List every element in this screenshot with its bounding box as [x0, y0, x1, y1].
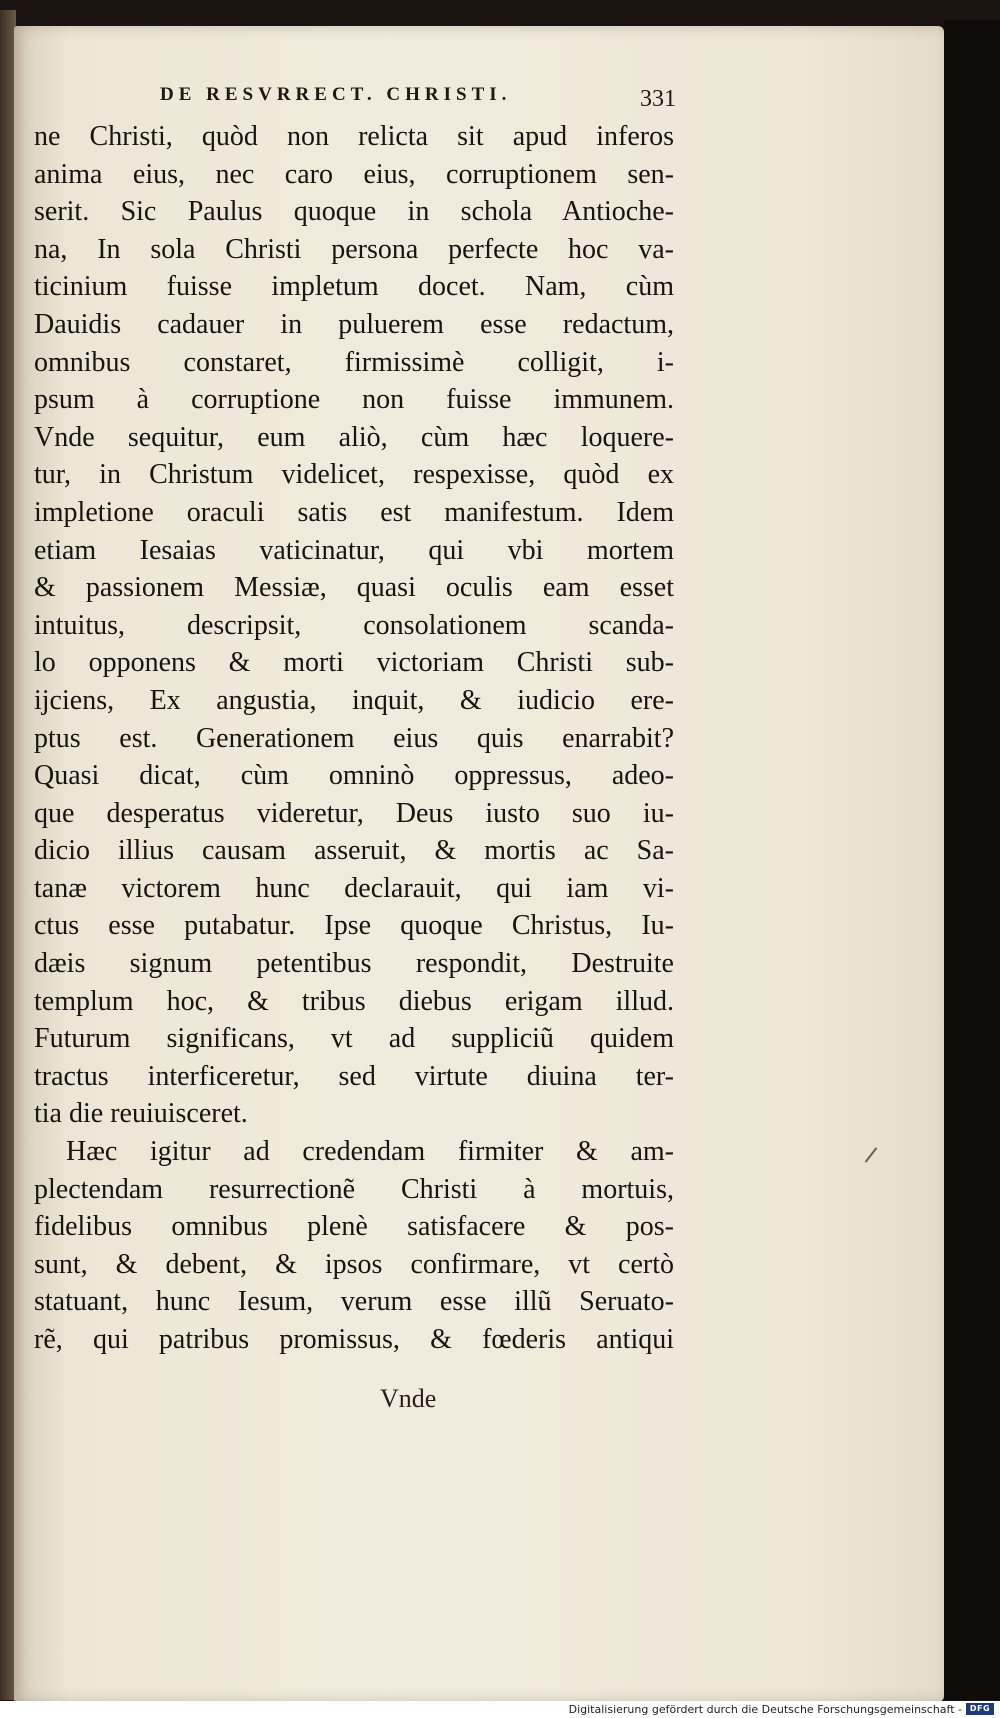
text-line: plectendam resurrectionẽ Christi à mortuis,: [34, 1173, 674, 1205]
scan-background-edge: [944, 20, 1000, 1700]
text-line: Quasi dicat, cùm omninò oppressus, adeo-: [34, 760, 674, 792]
text-line: dæis signum petentibus respondit, Destruite: [34, 948, 674, 980]
body-text: [34, 118, 674, 1359]
text-line: fidelibus omnibus plenè satisfacere & pos-: [34, 1211, 674, 1243]
text-line: tanæ victorem hunc declarauit, qui iam vi-: [34, 872, 674, 904]
text-line: & passionem Messiæ, quasi oculis eam esset: [34, 572, 674, 604]
text-line: na, In sola Christi persona perfecte hoc va-: [34, 233, 674, 265]
text-line: ptus est. Generationem eius quis enarrabit?: [34, 722, 674, 754]
text-line: Hæc igitur ad credendam firmiter & am-: [66, 1136, 674, 1168]
text-line: ne Christi, quòd non relicta sit apud inferos: [34, 121, 674, 152]
text-line: tractus interficeretur, sed virtute diuina ter-: [34, 1060, 674, 1092]
text-line: sunt, & debent, & ipsos confirmare, vt certò: [34, 1248, 674, 1280]
text-line: Dauidis cadauer in puluerem esse redactum,: [34, 308, 674, 340]
text-line: rẽ, qui patribus promissus, & fœderis antiqui: [34, 1324, 674, 1355]
text-line: etiam Iesaias vaticinatur, qui vbi mortem: [34, 534, 674, 566]
text-line: intuitus, descripsit, consolationem scanda-: [34, 609, 674, 641]
text-line: serit. Sic Paulus quoque in schola Antioche-: [34, 196, 674, 228]
text-line: dicio illius causam asseruit, & mortis ac Sa-: [34, 835, 674, 867]
text-line: impletione oraculi satis est manifestum. Idem: [34, 496, 674, 528]
text-line: Futurum significans, vt ad suppliciũ quidem: [34, 1023, 674, 1055]
dfg-logo: DFG: [966, 1703, 994, 1715]
text-line: anima eius, nec caro eius, corruptionem sen-: [34, 158, 674, 190]
folio-number: 331: [640, 86, 676, 112]
running-head: DE RESVRRECT. CHRISTI.: [160, 84, 512, 105]
catchword: [380, 1386, 620, 1392]
text-line: lo opponens & morti victoriam Christi sub-: [34, 647, 674, 679]
text-line: tur, in Christum videlicet, respexisse, quòd ex: [34, 459, 674, 491]
text-line: templum hoc, & tribus diebus erigam illud.: [34, 985, 674, 1017]
text-line: tia die reuiuisceret.: [34, 1098, 248, 1130]
text-line: ticinium fuisse impletum docet. Nam, cùm: [34, 271, 674, 303]
text-line: omnibus constaret, firmissimè colligit, i-: [34, 346, 674, 378]
text-line: psum à corruptione non fuisse immunem.: [34, 384, 674, 416]
text-line: ijciens, Ex angustia, inquit, & iudicio ere-: [34, 684, 674, 716]
text-line: statuant, hunc Iesum, verum esse illũ Seruato-: [34, 1286, 674, 1318]
text-line: Vnde sequitur, eum aliò, cùm hæc loquere-: [34, 421, 674, 453]
text-line: ctus esse putabatur. Ipse quoque Christus, Iu-: [34, 910, 674, 942]
text-line: que desperatus videretur, Deus iusto suo iu-: [34, 797, 674, 829]
funding-note: Digitalisierung gefördert durch die Deutsche Forschungsgemeinschaft -: [568, 1703, 962, 1716]
